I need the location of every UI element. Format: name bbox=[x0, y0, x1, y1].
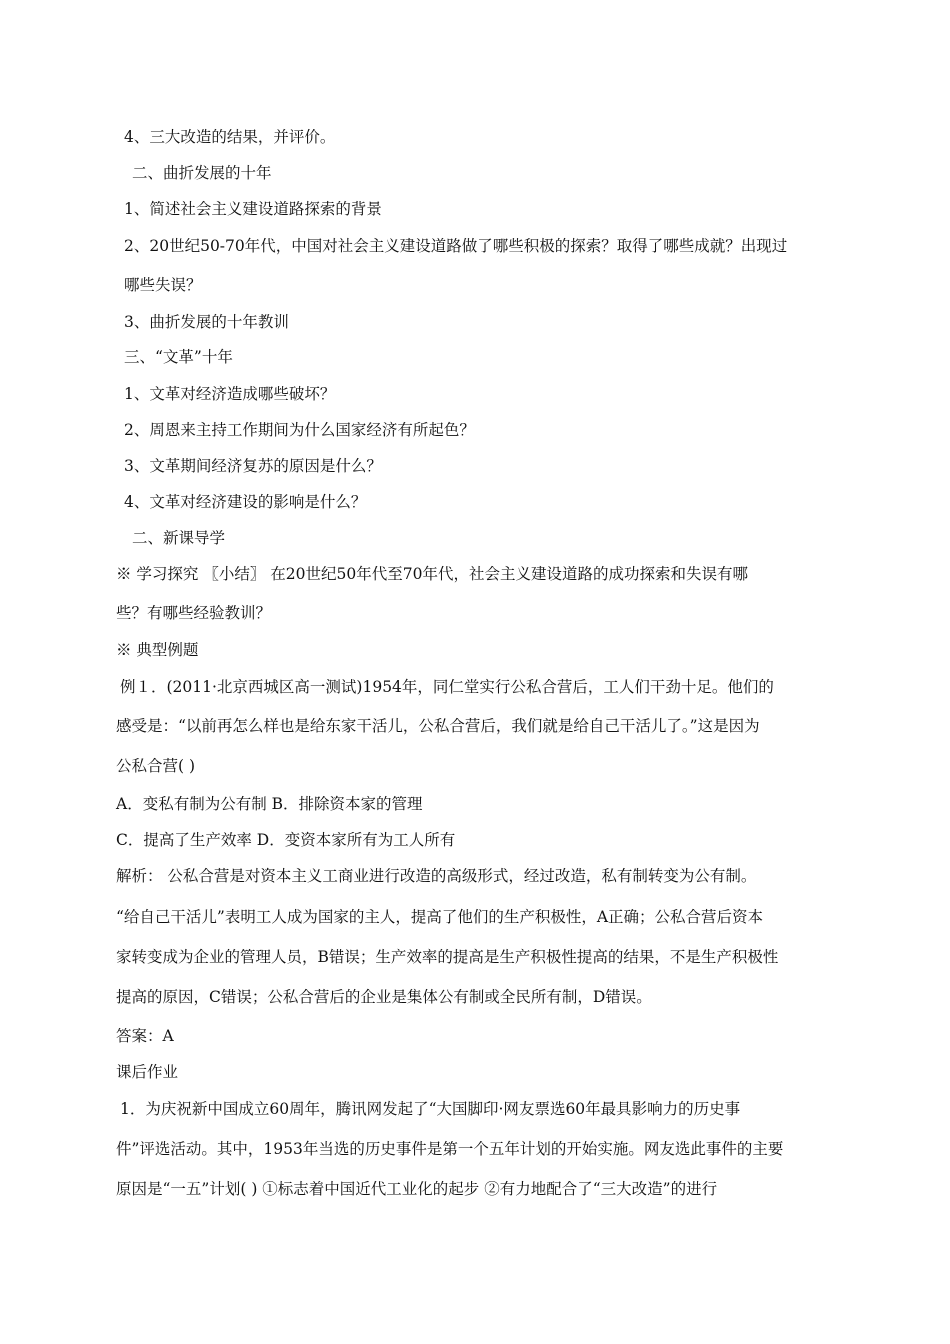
text-line: “给自己干活儿”表明工人成为国家的主人，提高了他们的生产积极性，A正确；公私合营后资本 bbox=[116, 908, 764, 926]
text-line: 感受是：“以前再怎么样也是给东家干活儿，公私合营后，我们就是给自己干活儿了。”这是因为 bbox=[116, 717, 760, 735]
text-line: 公私合营( ) bbox=[116, 757, 196, 775]
section-heading: 二、新课导学 bbox=[132, 529, 226, 547]
answer-line: 答案：A bbox=[116, 1027, 174, 1045]
text-line: 1．为庆祝新中国成立60周年，腾讯网发起了“大国脚印·网友票选60年最具影响力的历史事 bbox=[120, 1100, 741, 1118]
section-heading: 课后作业 bbox=[116, 1063, 179, 1081]
text-line: 2、周恩来主持工作期间为什么国家经济有所起色？ bbox=[124, 421, 475, 439]
text-line: 3、文革期间经济复苏的原因是什么？ bbox=[124, 457, 382, 475]
option-line: A．变私有制为公有制 B．排除资本家的管理 bbox=[116, 795, 423, 813]
section-heading: 三、“文革”十年 bbox=[124, 348, 233, 366]
text-line: ※ 典型例题 bbox=[116, 641, 199, 659]
text-line: 3、曲折发展的十年教训 bbox=[124, 313, 289, 331]
text-line: 提高的原因，C错误；公私合营后的企业是集体公有制或全民所有制，D错误。 bbox=[116, 988, 652, 1006]
text-line: 些？有哪些经验教训？ bbox=[116, 604, 272, 622]
text-line: 2、20世纪50-70年代，中国对社会主义建设道路做了哪些积极的探索？取得了哪些成就？出现过 bbox=[124, 237, 788, 255]
text-line: 解析： 公私合营是对资本主义工商业进行改造的高级形式，经过改造，私有制转变为公有制。 bbox=[116, 867, 757, 885]
option-line: C．提高了生产效率 D．变资本家所有为工人所有 bbox=[116, 831, 456, 849]
text-line: 件”评选活动。其中，1953年当选的历史事件是第一个五年计划的开始实施。网友选此事件的主要 bbox=[116, 1140, 784, 1158]
text-line: 家转变成为企业的管理人员，B错误；生产效率的提高是生产积极性提高的结果，不是生产积极性 bbox=[116, 948, 779, 966]
text-line: 哪些失误？ bbox=[124, 276, 202, 294]
text-line: 4、三大改造的结果，并评价。 bbox=[124, 128, 336, 146]
section-heading: 二、曲折发展的十年 bbox=[132, 164, 272, 182]
text-line: 例１．(2011·北京西城区高一测试)1954年，同仁堂实行公私合营后，工人们干劲十足。他们的 bbox=[120, 678, 774, 696]
text-line: 原因是“一五”计划( ) ①标志着中国近代工业化的起步 ②有力地配合了“三大改造”的进行 bbox=[116, 1180, 718, 1198]
text-line: 4、文革对经济建设的影响是什么？ bbox=[124, 493, 367, 511]
text-line: ※ 学习探究 〖小结〗 在20世纪50年代至70年代，社会主义建设道路的成功探索和失误有哪 bbox=[116, 565, 748, 583]
text-line: 1、简述社会主义建设道路探索的背景 bbox=[124, 200, 382, 218]
text-line: 1、文革对经济造成哪些破坏？ bbox=[124, 385, 336, 403]
